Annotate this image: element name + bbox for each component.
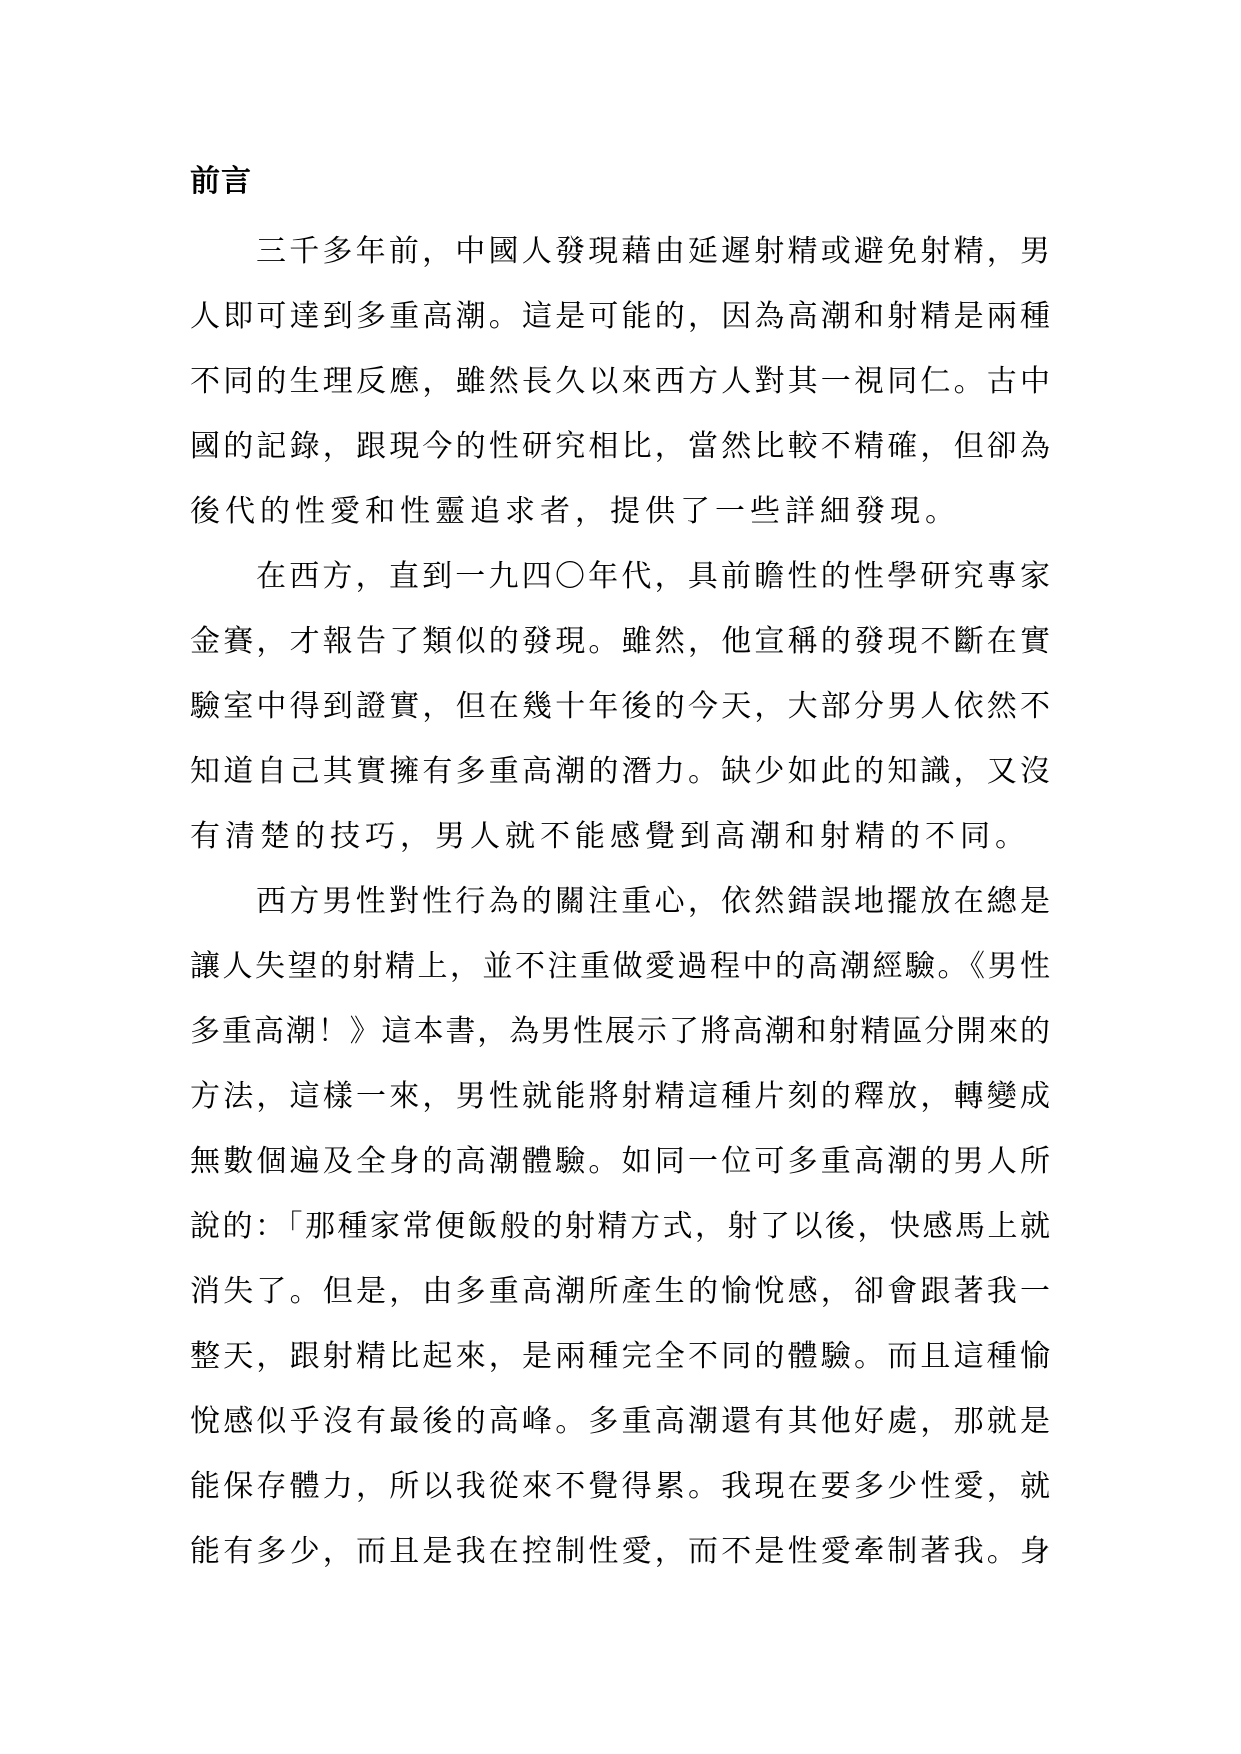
text-line: 知道自己其實擁有多重高潮的潛力。缺少如此的知識，又沒 (190, 754, 1050, 789)
text-line: 多重高潮！》這本書，為男性展示了將高潮和射精區分開來的 (190, 1014, 1050, 1049)
text-line: 三千多年前，中國人發現藉由延遲射精或避免射精，男 (256, 234, 1050, 269)
page-title: 前言 (190, 164, 252, 199)
text-line: 消失了。但是，由多重高潮所產生的愉悅感，卻會跟著我一 (190, 1274, 1050, 1309)
text-line: 西方男性對性行為的關注重心，依然錯誤地擺放在總是 (256, 884, 1050, 919)
text-line: 有清楚的技巧，男人就不能感覺到高潮和射精的不同。 (190, 819, 1030, 854)
text-line: 後代的性愛和性靈追求者，提供了一些詳細發現。 (190, 494, 960, 529)
text-line: 金賽，才報告了類似的發現。雖然，他宣稱的發現不斷在實 (190, 624, 1050, 659)
text-line: 不同的生理反應，雖然長久以來西方人對其一視同仁。古中 (190, 364, 1050, 399)
text-line: 無數個遍及全身的高潮體驗。如同一位可多重高潮的男人所 (190, 1144, 1050, 1179)
text-line: 讓人失望的射精上，並不注重做愛過程中的高潮經驗。《男性 (190, 949, 1050, 984)
text-line: 整天，跟射精比起來，是兩種完全不同的體驗。而且這種愉 (190, 1339, 1050, 1374)
text-line: 人即可達到多重高潮。這是可能的，因為高潮和射精是兩種 (190, 299, 1050, 334)
text-line: 說的：「那種家常便飯般的射精方式，射了以後，快感馬上就 (190, 1209, 1050, 1244)
text-line: 國的記錄，跟現今的性研究相比，當然比較不精確，但卻為 (190, 429, 1050, 464)
text-line: 能保存體力，所以我從來不覺得累。我現在要多少性愛，就 (190, 1469, 1050, 1504)
text-line: 悅感似乎沒有最後的高峰。多重高潮還有其他好處，那就是 (190, 1404, 1050, 1439)
text-line: 在西方，直到一九四〇年代，具前瞻性的性學研究專家 (256, 559, 1050, 594)
text-line: 方法，這樣一來，男性就能將射精這種片刻的釋放，轉變成 (190, 1079, 1050, 1114)
text-line: 驗室中得到證實，但在幾十年後的今天，大部分男人依然不 (190, 689, 1050, 724)
text-line: 能有多少，而且是我在控制性愛，而不是性愛牽制著我。身 (190, 1534, 1050, 1569)
